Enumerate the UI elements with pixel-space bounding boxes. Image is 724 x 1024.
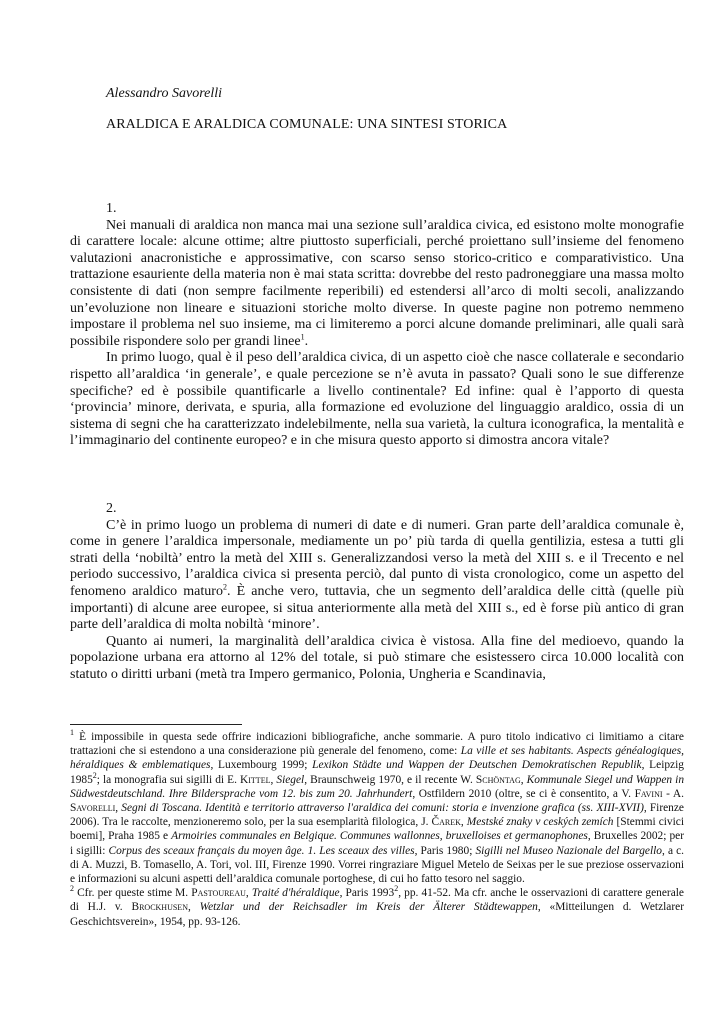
footnote-1: $^1$ È impossibile in questa sede offrire indicazioni bibliografiche, anche sommarie. A puro titolo indicativo ci limitiamo a citare trattazioni che si estendono a una considerazione più generale del fenomeno, come: La ville et ses habitants. Aspects généalogiques, héraldiques & emblematiques, Luxembourg 1999; Lexikon Städte und Wappen der Deutschen Demokratischen Republik, Leipzig 1985$^2$; la monografia sui sigilli di E. Kittel, Siegel, Braunschweig 1970, e il recente W. Schöntag, Kommunale Siegel und Wappen in Südwestdeutschland. Ihre Bildersprache vom 12. bis zum 20. Jahrhundert, Ostfildern 2010 (oltre, se ci è consentito, a V. Favini - A. Savorelli, Segni di Toscana. Identità e territorio attraverso l'araldica dei comuni: storia e invenzione grafica (ss. XIII-XVII), Firenze 2006). Tra le raccolte, menzioneremo solo, per la sua esemplarità filologica, J. Čarek, Mestské znaky v ceských zemích [Stemmi civici boemi], Praha 1985 e Armoiries communales en Belgique. Communes wallonnes, bruxelloises et germanophones, Bruxelles 2002; per i sigilli: Corpus des sceaux français du moyen âge. 1. Les sceaux des villes, Paris 1980; Sigilli nel Museo Nazionale del Bargello, a c. di A. Muzzi, B. Tomasello, A. Tori, vol. III, Firenze 1990. Vorrei ringraziare Miguel Metelo de Seixas per le sue preziose osservazioni e informazioni su alcuni aspetti dell’araldica comunale portoghese, di cui ho fatto tesoro nel saggio. bbox=[70, 728, 685, 886]
paragraph-text: Nei manuali di araldica non manca mai una sezione sull’araldica civica, ed esistono molte monografie di carattere locale: alcune ottime; altre piuttosto superficiali, perché proiettano sull’insieme del fenomeno valutazioni anacronistiche e approssimative, con scarso senso storico-critico e comparativistico. Una trattazione esauriente della materia non è mai stata scritta: dovrebbe del resto padroneggiare una massa molto consistente di dati (non sempre facilmente reperibili) ed estendersi all’arco di molti secoli, analizzando un’evoluzione non lineare e situazioni storiche molto diverse. In queste pagine non potremo nemmeno impostare il problema nel suo insieme, ma ci limiteremo a porci alcune domande preliminari, alle quali sarà possibile rispondere solo per grandi linee bbox=[70, 217, 684, 349]
section-1 bbox=[70, 201, 684, 450]
section-2 bbox=[70, 501, 684, 684]
paragraph: Quanto ai numeri, la marginalità dell’araldica civica è vistosa. Alla fine del medioevo, quando la popolazione urbana era attorno al 12% del totale, si può stimare che esistessero circa 10.000 località con statuto o diritti urbani (metà tra Impero germanico, Polonia, Ungheria e Scandinavia, bbox=[70, 633, 684, 682]
paragraph-text: C’è in primo luogo un problema di numeri di date e di numeri. Gran parte dell’araldica comunale è, come in genere l’araldica impersonale, mediamente un po’ più tarda di quella gentilizia, estesa a tutti gli strati della ‘nobiltà’ entro la metà del XIII s. Generalizzandosi verso la metà del XIII s. e il Trecento e nel periodo successivo, l’araldica civica si presenta perciò, dal punto di vista cronologico, come un aspetto del fenomeno araldico maturo bbox=[70, 517, 684, 599]
footnote-ref[interactable]: 2 bbox=[222, 582, 227, 592]
footnote-ref[interactable]: 1 bbox=[300, 332, 305, 342]
paragraph: In primo luogo, qual è il peso dell’araldica civica, di un aspetto cioè che nasce collaterale e secondario rispetto all’araldica ‘in generale’, e quale percezione se n’è avuta in passato? Quali sono le sue differenze specifiche? ed è possibile quantificarle a livello continentale? Ed infine: qual è l’apporto di questa ‘provincia’ minore, derivata, e spuria, alla formazione ed evoluzione del linguaggio araldico, ossia di un sistema di segni che ha caratterizzato indelebilmente, nella sua varietà, la cultura iconografica, la mentalità e l’immaginario del continente europeo? e in che misura questo apporto si dimostra ancora vitale? bbox=[70, 350, 684, 449]
footnotes bbox=[70, 730, 684, 929]
paragraph-text: . bbox=[304, 333, 309, 349]
article-title: ARALDICA E ARALDICA COMUNALE: UNA SINTESI STORICA bbox=[106, 117, 508, 132]
footnote-2: $^2$ Cfr. per queste stime M. Pastoureau, Traité d'héraldique, Paris 1993$^2$, pp. 41-52. Ma cfr. anche le osservazioni di carattere generale di H.J. v. Brockhusen, Wetzlar und der Reichsadler im Kreis der Älterer Städtewappen, «Mitteilungen d. Wetzlarer Geschichtsverein», 1954, pp. 93-126. bbox=[70, 884, 684, 928]
footnote-separator bbox=[70, 724, 242, 725]
author-name: Alessandro Savorelli bbox=[106, 86, 223, 101]
paragraph bbox=[70, 218, 684, 351]
paragraph bbox=[70, 518, 684, 634]
section-number: 1. bbox=[106, 201, 117, 216]
footnote-mark: 1 bbox=[70, 728, 74, 738]
footnote-mark: 2 bbox=[70, 884, 74, 894]
paragraph-text: . È anche vero, tuttavia, che un segmento dell’araldica delle città (quelle più importanti) di alcune aree europee, si situa anteriormente alla metà del XIII s., ed è forse più antico di gran parte dell’araldica di molta nobiltà ‘minore’. bbox=[70, 583, 684, 633]
section-number: 2. bbox=[106, 501, 117, 516]
